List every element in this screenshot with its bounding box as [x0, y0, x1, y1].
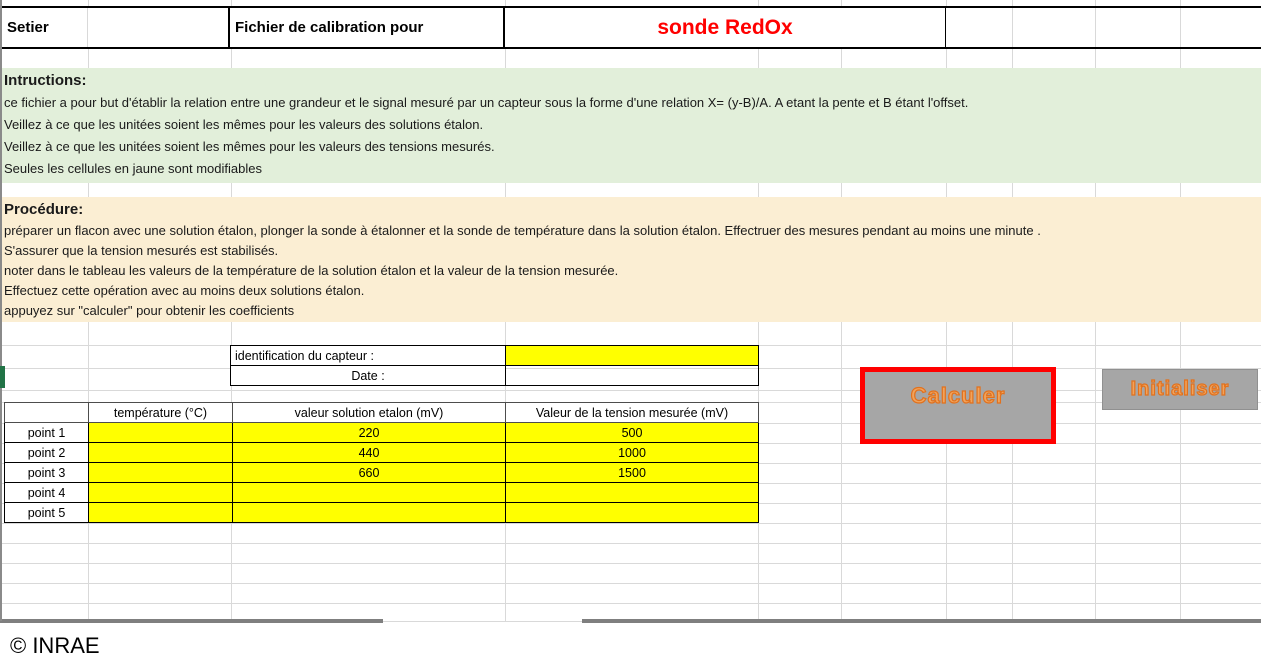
- temperature-header: température (°C): [89, 403, 233, 423]
- gridline: [841, 322, 842, 621]
- tension-header: Valeur de la tension mesurée (mV): [506, 403, 759, 423]
- temperature-input[interactable]: [89, 443, 233, 463]
- sensor-id-label: identification du capteur :: [231, 346, 506, 366]
- instructions-line: Veillez à ce que les unitées soient les mêmes pour les valeurs des tensions mesurés.: [4, 139, 495, 154]
- gridline: [1095, 8, 1096, 47]
- table-row: [231, 346, 759, 366]
- file-title-label: Fichier de calibration pour: [235, 19, 424, 36]
- tension-input[interactable]: 500: [506, 423, 759, 443]
- calibration-table: [4, 402, 759, 523]
- procedure-line: S'assurer que la tension mesurés est stabilisés.: [4, 243, 279, 258]
- gridline: [1095, 183, 1096, 197]
- instructions-panel: [0, 68, 1261, 183]
- gridline: [1180, 8, 1181, 47]
- temperature-input[interactable]: [89, 483, 233, 503]
- gridline: [758, 183, 759, 197]
- etalon-input[interactable]: 660: [233, 463, 506, 483]
- calculate-button-label: Calculer: [910, 383, 1006, 408]
- selected-cell-marker: [0, 366, 5, 388]
- gridline: [1095, 322, 1096, 621]
- gridline: [0, 583, 1261, 584]
- tension-input[interactable]: [506, 503, 759, 523]
- bottom-rule-left: [0, 619, 383, 623]
- temperature-input[interactable]: [89, 423, 233, 443]
- bottom-rule-right: [582, 619, 1261, 623]
- procedure-line: préparer un flacon avec une solution étalon, plonger la sonde à étalonner et la sonde de température dans la solution étalon. Effectruer des mesures pendant au moins une minute .: [4, 223, 1041, 238]
- gridline: [0, 543, 1261, 544]
- owner-cell[interactable]: [0, 8, 88, 47]
- calculate-button[interactable]: [860, 367, 1056, 444]
- date-label: Date :: [231, 366, 506, 386]
- gridline: [841, 183, 842, 197]
- gridline: [1180, 322, 1181, 621]
- gridline: [1012, 183, 1013, 197]
- instructions-line: ce fichier a pour but d'établir la relation entre une grandeur et le signal mesuré par un capteur sous la forme d'une relation X= (y-B)/A. A etant la pente et B étant l'offset.: [4, 95, 969, 110]
- instructions-line: Seules les cellules en jaune sont modifiables: [4, 161, 262, 176]
- etalon-input[interactable]: 220: [233, 423, 506, 443]
- procedure-panel: [0, 197, 1261, 322]
- empty-header-cell[interactable]: [88, 8, 230, 47]
- tension-input[interactable]: 1000: [506, 443, 759, 463]
- sheet-left-edge: [0, 0, 2, 621]
- instructions-title: Intructions:: [4, 72, 87, 89]
- owner-label: Setier: [7, 19, 49, 36]
- row-label: point 2: [5, 443, 89, 463]
- table-row: [5, 483, 759, 503]
- gridline: [505, 183, 506, 197]
- sensor-id-input[interactable]: [506, 346, 759, 366]
- temperature-input[interactable]: [89, 503, 233, 523]
- gridline: [0, 390, 1261, 391]
- tension-input[interactable]: [506, 483, 759, 503]
- procedure-line: noter dans le tableau les valeurs de la température de la solution étalon et la valeur de la tension mesurée.: [4, 263, 619, 278]
- initialize-button-label: Initialiser: [1130, 378, 1230, 400]
- sensor-name-label: sonde RedOx: [657, 15, 793, 39]
- procedure-title: Procédure:: [4, 201, 84, 218]
- gridline: [0, 563, 1261, 564]
- gridline: [946, 183, 947, 197]
- gridline: [0, 523, 1261, 524]
- identification-table: [230, 345, 759, 386]
- row-label: point 5: [5, 503, 89, 523]
- gridline: [0, 603, 1261, 604]
- copyright-text: © INRAE: [10, 633, 100, 658]
- procedure-line: appuyez sur "calculer" pour obtenir les coefficients: [4, 303, 295, 318]
- gridline: [231, 183, 232, 197]
- table-row: [5, 423, 759, 443]
- file-title-cell[interactable]: [230, 8, 505, 47]
- gridline: [1180, 183, 1181, 197]
- table-row: [5, 503, 759, 523]
- initialize-button[interactable]: [1102, 369, 1258, 410]
- etalon-input[interactable]: 440: [233, 443, 506, 463]
- date-input[interactable]: [506, 366, 759, 386]
- title-row: [0, 6, 1261, 49]
- etalon-input[interactable]: [233, 483, 506, 503]
- temperature-input[interactable]: [89, 463, 233, 483]
- sensor-name-cell[interactable]: [505, 8, 946, 47]
- table-header-row: [5, 403, 759, 423]
- gridline: [1012, 8, 1013, 47]
- etalon-header: valeur solution etalon (mV): [233, 403, 506, 423]
- tension-input[interactable]: 1500: [506, 463, 759, 483]
- instructions-line: Veillez à ce que les unitées soient les mêmes pour les valeurs des solutions étalon.: [4, 117, 484, 132]
- table-row: [5, 443, 759, 463]
- row-label: point 3: [5, 463, 89, 483]
- table-row: [231, 366, 759, 386]
- gridline: [88, 183, 89, 197]
- row-label: point 1: [5, 423, 89, 443]
- etalon-input[interactable]: [233, 503, 506, 523]
- table-row: [5, 463, 759, 483]
- corner-header-cell: [5, 403, 89, 423]
- row-label: point 4: [5, 483, 89, 503]
- procedure-line: Effectuez cette opération avec au moins deux solutions étalon.: [4, 283, 365, 298]
